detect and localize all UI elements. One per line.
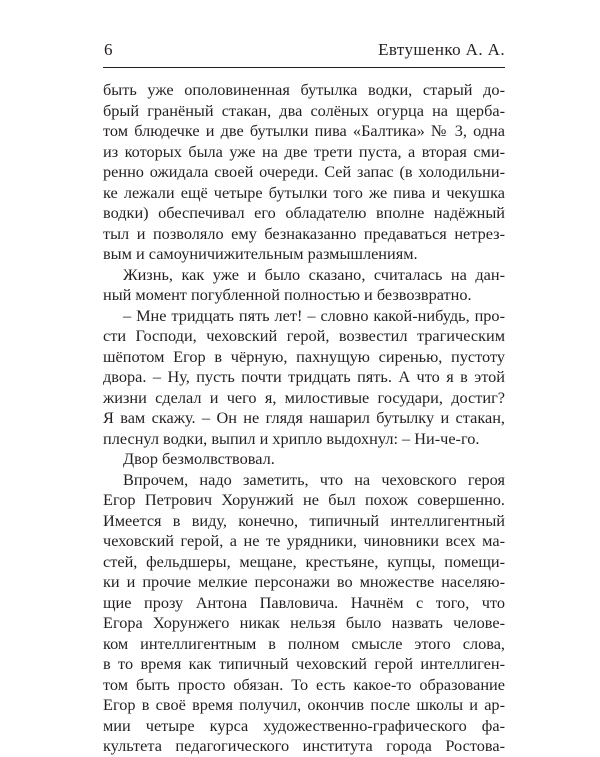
text-line: ке лежали ещё четыре бутылки того же пива и чекушка — [103, 182, 505, 202]
text-line: Двор безмолвствовал. — [123, 449, 275, 468]
text-line: шёпотом Егор в чёрную, пахнущую сиренью, пустоту — [103, 346, 505, 366]
text-line: ренно ожидала своей очереди. Сей запас (в холодильни- — [103, 162, 505, 181]
text-line: в то время как типичный чеховский герой интеллиген- — [103, 654, 505, 673]
text-line: Егор в своё время получил, окончив после школы и ар- — [103, 695, 505, 714]
text-line: плеснул водки, выпил и хрипло выдохнул: – Ни-че-го. — [103, 428, 480, 448]
running-head-author: Евтушенко А. А. — [378, 40, 505, 59]
text-line: Я вам скажу. – Он не глядя нашарил бутылку и стакан, — [103, 408, 505, 427]
text-line: мии четыре курса художественно-графического фа- — [103, 715, 505, 735]
text-line: из которых была уже на две трети пуста, а вторая сми- — [103, 141, 505, 161]
text-line: ный момент погубленной полностью и безвозвратно. — [103, 285, 472, 304]
text-line: Имеется в виду, конечно, типичный интеллигентный — [103, 510, 505, 530]
header-rule — [103, 67, 505, 68]
text-line: двора. – Ну, пусть почти тридцать пять. А что я в этой — [103, 367, 505, 386]
text-line: тыл и позволяло ему безнаказанно предаваться нетрез- — [103, 223, 505, 243]
text-line: том быть просто обязан. То есть какое-то образование — [103, 674, 505, 694]
text-line: Впрочем, надо заметить, что на чеховского героя — [123, 469, 505, 489]
text-line: сти Господи, чеховский герой, возвестил трагическим — [103, 326, 505, 345]
text-line: щие прозу Антона Павловича. Начнём с того, что — [103, 592, 505, 612]
text-line: Егора Хорунжего никак нельзя было назвать челове- — [103, 613, 505, 632]
text-line: Жизнь, как уже и было сказано, считалась на дан- — [123, 264, 505, 284]
text-line: брый гранёный стакан, два солёных огурца на щерба- — [103, 100, 505, 120]
text-line: жизни сделал и чего я, милостивые государи, достиг? — [103, 387, 505, 407]
text-line: стей, фельдшеры, мещане, крестьяне, купцы, помещи- — [103, 551, 505, 571]
text-line: культета педагогического института города Ростова- — [103, 736, 505, 755]
text-line: быть уже ополовиненная бутылка водки, старый до- — [103, 80, 505, 99]
text-line: чеховский герой, а не те урядники, чиновники всех ма- — [103, 531, 505, 550]
text-line: ки и прочие мелкие персонажи во множестве населяю- — [103, 572, 505, 591]
text-line: том блюдечке и две бутылки пива «Балтика» № 3, одна — [103, 121, 505, 140]
text-line: водки) обеспечивал его обладателю вполне надёжный — [103, 203, 505, 222]
page-number: 6 — [104, 40, 113, 59]
text-line: – Мне тридцать пять лет! – словно какой-нибудь, про- — [123, 305, 505, 325]
text-line: вым и самоуничижительным размышлениям. — [103, 244, 418, 263]
text-line: Егор Петрович Хорунжий не был похож совершенно. — [103, 490, 505, 509]
text-line: ком интеллигентным в полном смысле этого слова, — [103, 633, 505, 653]
body-text — [103, 80, 505, 757]
